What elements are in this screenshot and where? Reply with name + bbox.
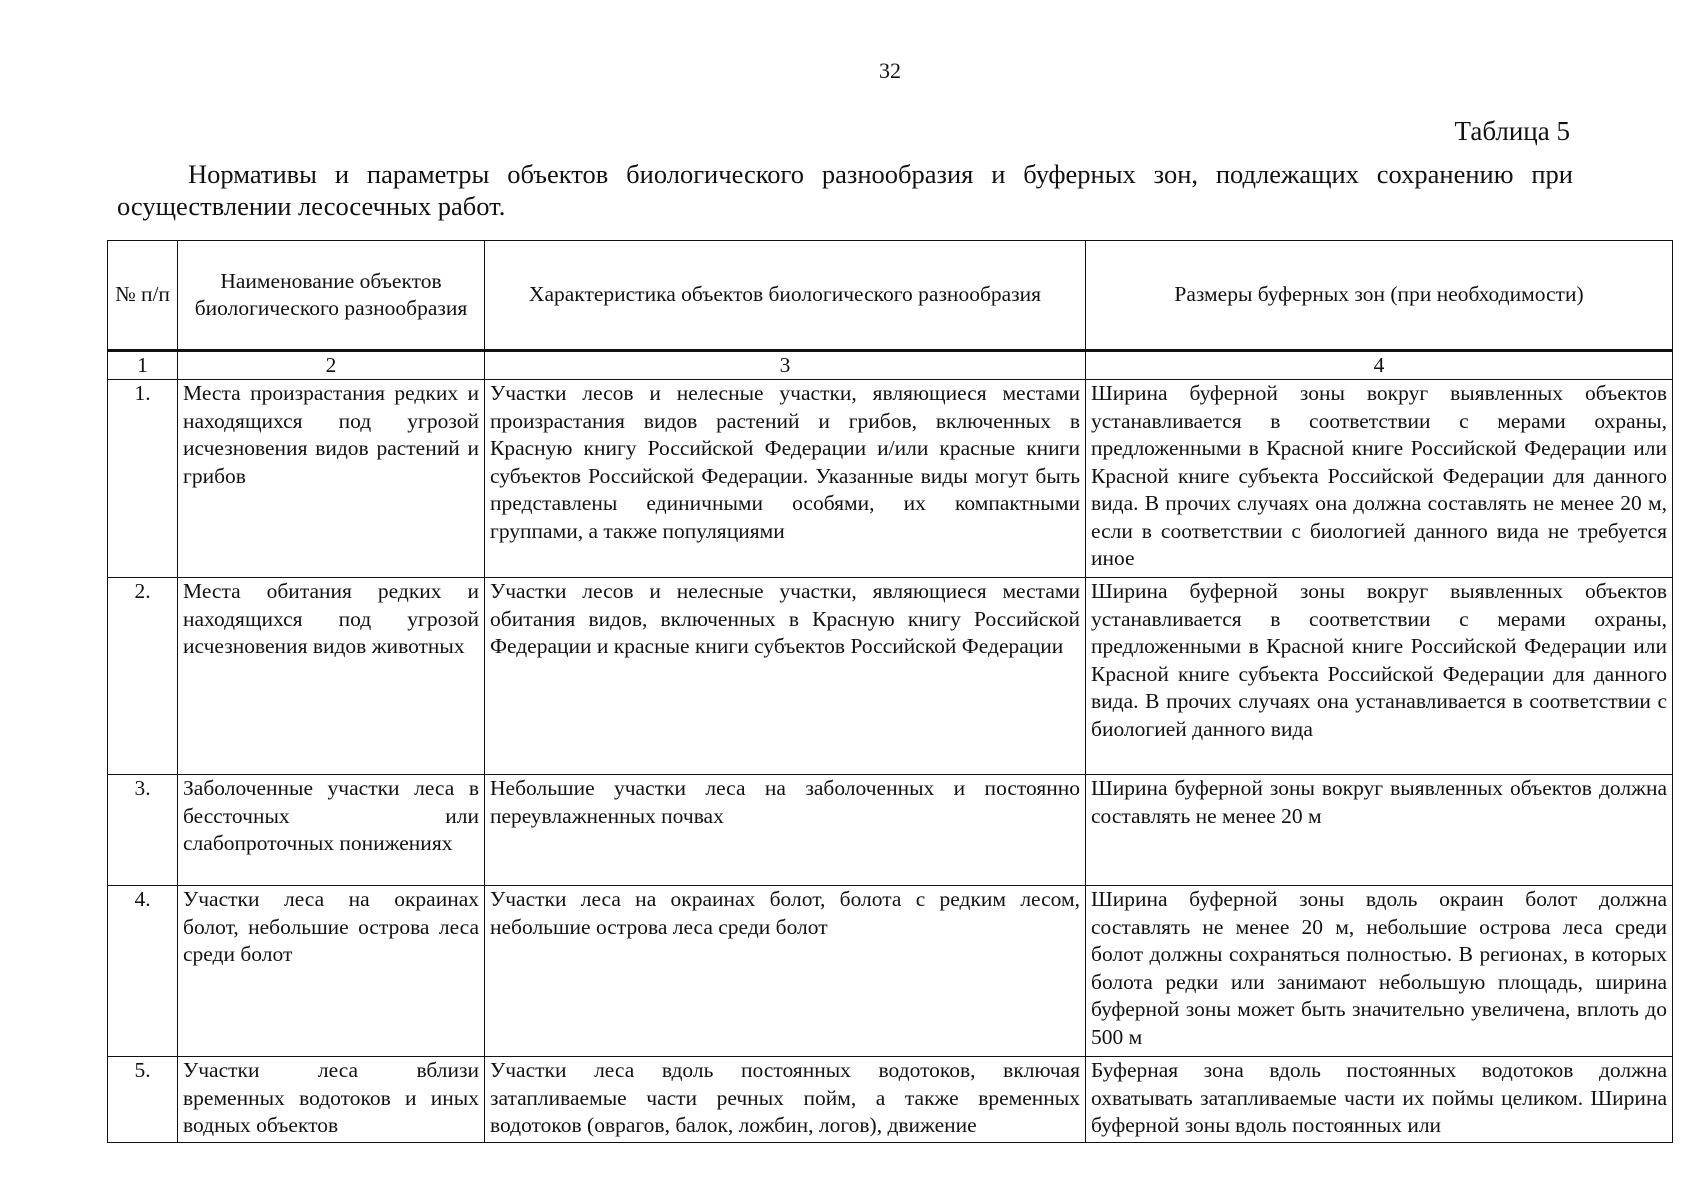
column-numbers-row — [108, 351, 1673, 380]
object-name: Места обитания редких и находящихся под угрозой исчезновения видов животных — [178, 578, 485, 775]
document-heading: Нормативы и параметры объектов биологического разнообразия и буферных зон, подлежащих сохранению при осуществлении лесосечных работ. — [117, 159, 1573, 221]
row-number: 3. — [108, 775, 178, 886]
object-characteristic: Небольшие участки леса на заболоченных и постоянно переувлажненных почвах — [485, 775, 1086, 886]
object-name: Участки леса вблизи временных водотоков и иных водных объектов — [178, 1057, 485, 1143]
table-row — [108, 1057, 1673, 1143]
object-characteristic: Участки лесов и нелесные участки, являющиеся местами произрастания видов растений и грибов, включенных в Красную книгу Российской Федерации и/или красные книги субъектов Российской Федерации. Указанные виды могут быть представлены единичными особями, их компактными группами, а также популяциями — [485, 380, 1086, 578]
header-buffer-size: Размеры буферных зон (при необходимости) — [1086, 241, 1673, 351]
header-characteristic: Характеристика объектов биологического разнообразия — [485, 241, 1086, 351]
row-number: 4. — [108, 886, 178, 1057]
row-number: 1. — [108, 380, 178, 578]
page-number: 32 — [879, 58, 901, 83]
object-name: Заболоченные участки леса в бессточных или слабопроточных понижениях — [178, 775, 485, 886]
row-number: 5. — [108, 1057, 178, 1143]
table-row — [108, 380, 1673, 578]
column-number: 3 — [485, 351, 1086, 380]
table-row — [108, 578, 1673, 775]
buffer-zone-size: Ширина буферной зоны вокруг выявленных объектов устанавливается в соответствии с мерами охраны, предложенными в Красной книге Российской Федерации или Красной книге субъекта Российской Федерации для данного вида. В прочих случаях она должна составлять не менее 20 м, если в соответствии с биологией данного вида не требуется иное — [1086, 380, 1673, 578]
object-characteristic: Участки лесов и нелесные участки, являющиеся местами обитания видов, включенных в Красную книгу Российской Федерации и красные книги субъектов Российской Федерации — [485, 578, 1086, 775]
row-number: 2. — [108, 578, 178, 775]
column-number: 1 — [108, 351, 178, 380]
column-number: 2 — [178, 351, 485, 380]
biodiversity-table — [107, 240, 1673, 1143]
object-name: Места произрастания редких и находящихся под угрозой исчезновения видов растений и грибов — [178, 380, 485, 578]
object-characteristic: Участки леса на окраинах болот, болота с редким лесом, небольшие острова леса среди болот — [485, 886, 1086, 1057]
buffer-zone-size: Ширина буферной зоны вокруг выявленных объектов устанавливается в соответствии с мерами охраны, предложенными в Красной книге Российской Федерации или Красной книге субъекта Российской Федерации для данного вида. В прочих случаях она устанавливается в соответствии с биологией данного вида — [1086, 578, 1673, 775]
table-header-row — [108, 241, 1673, 351]
table-row — [108, 775, 1673, 886]
object-characteristic: Участки леса вдоль постоянных водотоков, включая затапливаемые части речных пойм, а также временных водотоков (оврагов, балок, ложбин, логов), движение — [485, 1057, 1086, 1143]
table-row — [108, 886, 1673, 1057]
table-label: Таблица 5 — [1454, 116, 1570, 146]
header-number: № п/п — [108, 241, 178, 351]
column-number: 4 — [1086, 351, 1673, 380]
buffer-zone-size: Буферная зона вдоль постоянных водотоков должна охватывать затапливаемые части их поймы целиком. Ширина буферной зоны вдоль постоянных или — [1086, 1057, 1673, 1143]
buffer-zone-size: Ширина буферной зоны вокруг выявленных объектов должна составлять не менее 20 м — [1086, 775, 1673, 886]
buffer-zone-size: Ширина буферной зоны вдоль окраин болот должна составлять не менее 20 м, небольшие острова леса среди болот должны сохраняться полностью. В регионах, в которых болота редки или занимают небольшую площадь, ширина буферной зоны может быть значительно увеличена, вплоть до 500 м — [1086, 886, 1673, 1057]
header-name: Наименование объектов биологического разнообразия — [178, 241, 485, 351]
object-name: Участки леса на окраинах болот, небольшие острова леса среди болот — [178, 886, 485, 1057]
